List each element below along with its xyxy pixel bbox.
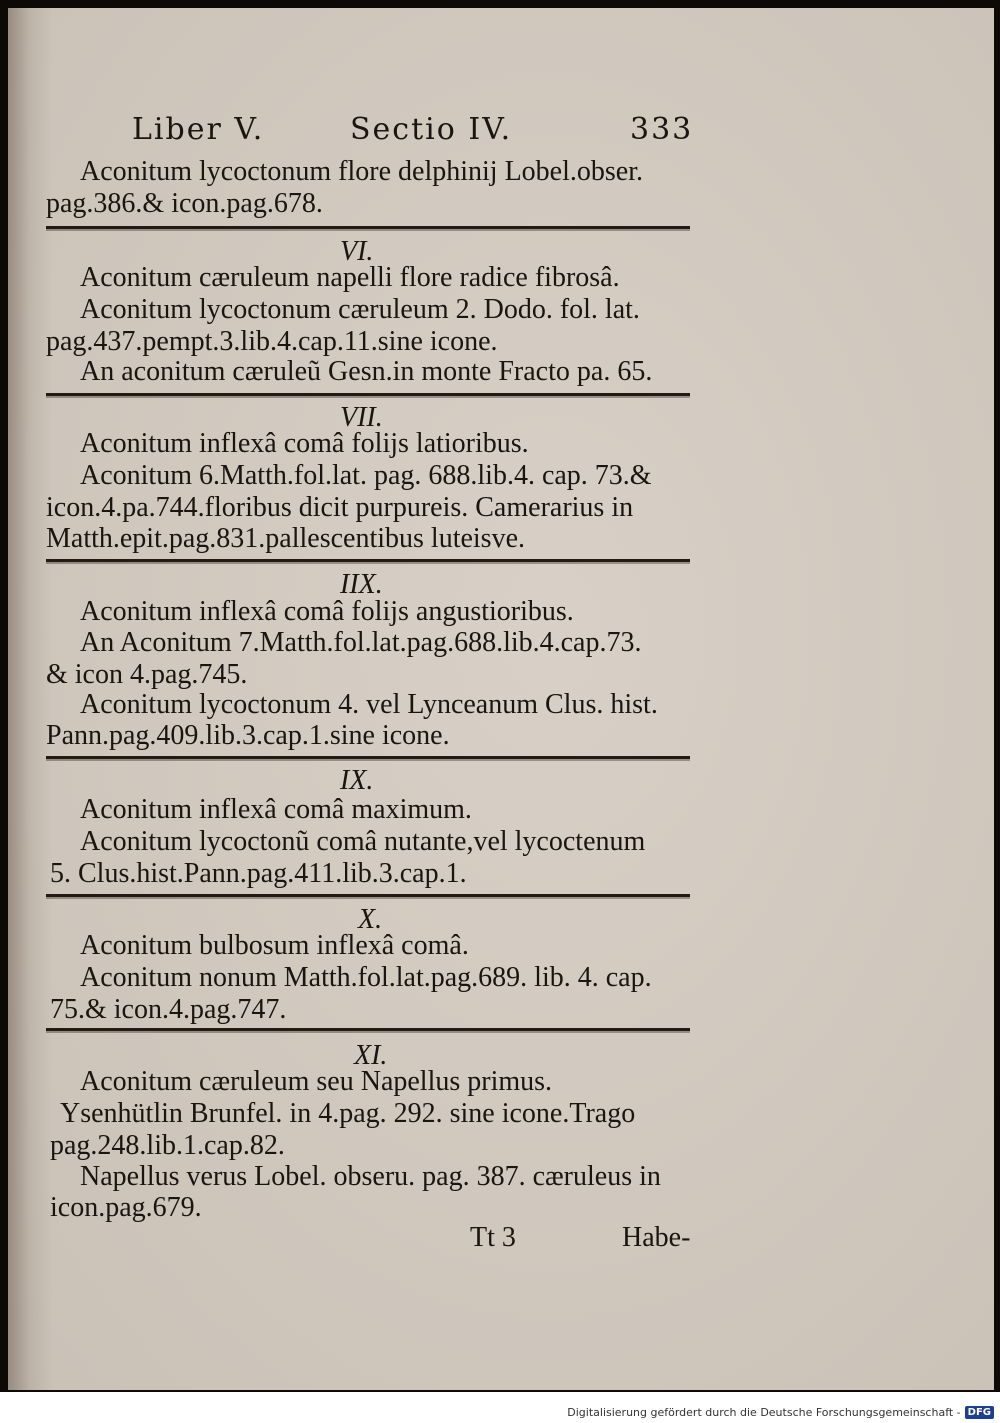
text-line: Aconitum lycoctonum 4. vel Lynceanum Clus. hist.: [80, 689, 658, 720]
text-line: Pann.pag.409.lib.3.cap.1.sine icone.: [46, 720, 450, 751]
text-line: Aconitum cæruleum napelli flore radice fibrosâ.: [80, 262, 620, 293]
text-line: & icon 4.pag.745.: [46, 659, 248, 690]
text-line: icon.pag.679.: [50, 1192, 202, 1223]
section-numeral: IIX.: [340, 569, 383, 600]
section-rule: [46, 393, 690, 396]
running-header: [132, 112, 702, 152]
digitization-credit: [567, 1404, 994, 1420]
text-line: 5. Clus.hist.Pann.pag.411.lib.3.cap.1.: [50, 858, 467, 889]
signature-mark: Tt 3: [470, 1222, 516, 1253]
text-line: pag.437.pempt.3.lib.4.cap.11.sine icone.: [46, 326, 498, 357]
section-numeral: X.: [358, 904, 383, 935]
text-line: Aconitum inflexâ comâ folijs angustioribus.: [80, 596, 574, 627]
text-line: 75.& icon.4.pag.747.: [50, 994, 287, 1025]
text-line: Aconitum lycoctonum flore delphinij Lobel.obser.: [80, 156, 643, 187]
catchword: Habe-: [622, 1222, 691, 1253]
text-line: pag.248.lib.1.cap.82.: [50, 1130, 285, 1161]
text-line: Aconitum inflexâ comâ maximum.: [80, 794, 472, 825]
section-numeral: VI.: [340, 236, 374, 267]
text-line: Ysenhütlin Brunfel. in 4.pag. 292. sine icone.Trago: [60, 1098, 636, 1129]
page-number: 333: [630, 112, 694, 147]
text-line: An Aconitum 7.Matth.fol.lat.pag.688.lib.4.cap.73.: [80, 627, 642, 658]
header-sectio: Sectio IV.: [350, 112, 513, 147]
section-numeral: VII.: [340, 402, 383, 433]
text-line: Aconitum lycoctonum cæruleum 2. Dodo. fol. lat.: [80, 294, 640, 325]
section-rule: [46, 894, 690, 897]
section-rule: [46, 559, 690, 562]
text-line: Aconitum bulbosum inflexâ comâ.: [80, 930, 469, 961]
header-liber: Liber V.: [132, 112, 265, 147]
section-numeral: IX.: [340, 765, 374, 796]
text-line: Aconitum nonum Matth.fol.lat.pag.689. lib. 4. cap.: [80, 962, 652, 993]
text-line: Aconitum 6.Matth.fol.lat. pag. 688.lib.4. cap. 73.&: [80, 460, 652, 491]
section-rule: [46, 1028, 690, 1031]
text-line: Matth.epit.pag.831.pallescentibus luteisve.: [46, 523, 526, 554]
section-rule: [46, 756, 690, 759]
section-numeral: XI.: [354, 1040, 388, 1071]
text-line: Aconitum cæruleum seu Napellus primus.: [80, 1066, 553, 1097]
text-line: Napellus verus Lobel. obseru. pag. 387. cæruleus in: [80, 1161, 661, 1192]
text-line: Aconitum inflexâ comâ folijs latioribus.: [80, 428, 529, 459]
text-line: Aconitum lycoctonũ comâ nutante,vel lycoctenum: [80, 826, 646, 857]
section-rule: [46, 226, 690, 229]
dfg-logo: DFG: [965, 1406, 994, 1419]
text-line: pag.386.& icon.pag.678.: [46, 188, 323, 219]
text-line: icon.4.pa.744.floribus dicit purpureis. Camerarius in: [46, 492, 634, 523]
credit-text: Digitalisierung gefördert durch die Deutsche Forschungsgemeinschaft -: [567, 1405, 961, 1419]
text-line: An aconitum cæruleũ Gesn.in monte Fracto pa. 65.: [80, 356, 653, 387]
